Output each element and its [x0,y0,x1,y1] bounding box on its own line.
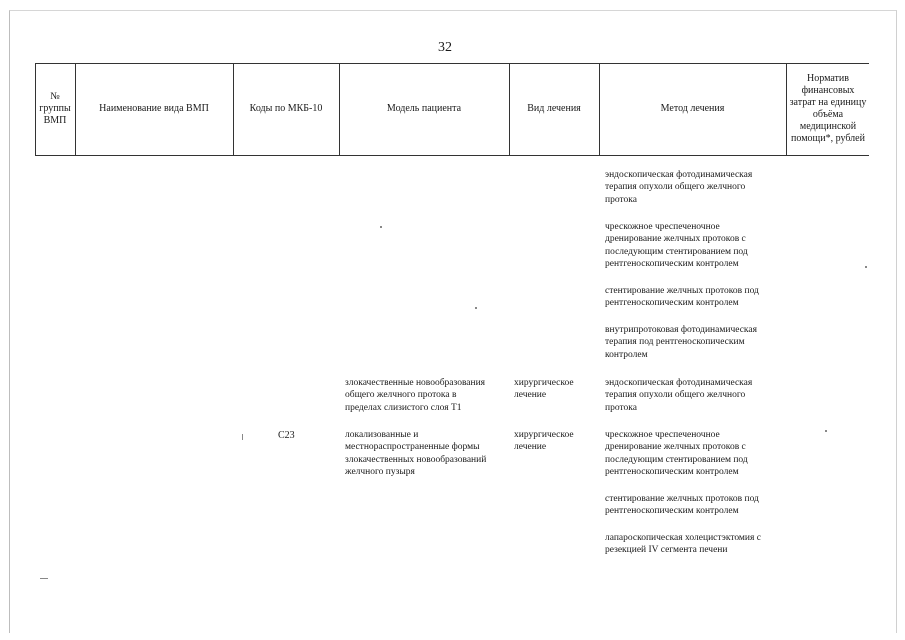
row1-method: эндоскопическая фотодинамическая терапия опухоли общего желчного протока [605,378,753,413]
row2-icd-code: C23 [278,430,295,441]
method-item: чрескожное чреспеченочное дренирование желчных протоков с последующим стентированием под рентгеноскопическим контролем [605,430,748,478]
method-item: внутрипротоковая фотодинамическая терапия под рентгеноскопическим контролем [605,325,757,360]
method-item: лапароскопическая холецистэктомия с резекцией IV сегмента печени [605,533,761,556]
scan-speck [242,434,243,440]
header-group-no: № группы ВМП [39,91,71,126]
header-patient-model: Модель пациента [386,103,462,114]
scan-speck [475,307,477,309]
scan-speck [380,226,382,228]
scan-speck [865,266,867,268]
page-number: 32 [438,40,452,55]
scan-speck [825,430,827,432]
header-icd-codes: Коды по МКБ-10 [249,103,323,114]
method-item: стентирование желчных протоков под рентгеноскопическим контролем [605,286,759,309]
col-divider-5 [509,63,510,155]
method-item: чрескожное чреспеченочное дренирование желчных протоков с последующим стентированием под рентгеноскопическим контролем [605,222,748,270]
header-cost-standard: Норматив финансовых затрат на единицу объёма медицинской помощи*, рублей [789,73,867,144]
header-bottom-border [35,155,869,156]
row2-treatment-type: хирургическое лечение [514,430,574,453]
row1-treatment-type: хирургическое лечение [514,378,574,401]
scan-speck [40,578,48,579]
header-vmp-name: Наименование вида ВМП [99,103,209,114]
header-treatment-type: Вид лечения [527,103,581,114]
col-divider-7 [786,63,787,155]
col-divider-3 [233,63,234,155]
col-divider-2 [75,63,76,155]
col-divider-1 [35,63,36,155]
col-divider-6 [599,63,600,155]
row1-patient-model: злокачественные новообразования общего желчного протока в пределах слизистого слоя T1 [345,378,486,413]
header-treatment-method: Метод лечения [660,103,725,114]
row2-patient-model: локализованные и местнораспространенные формы злокачественных новообразований желчного пузыря [345,430,487,478]
method-item: стентирование желчных протоков под рентгеноскопическим контролем [605,494,759,517]
method-item: эндоскопическая фотодинамическая терапия опухоли общего желчного протока [605,170,753,205]
col-divider-4 [339,63,340,155]
